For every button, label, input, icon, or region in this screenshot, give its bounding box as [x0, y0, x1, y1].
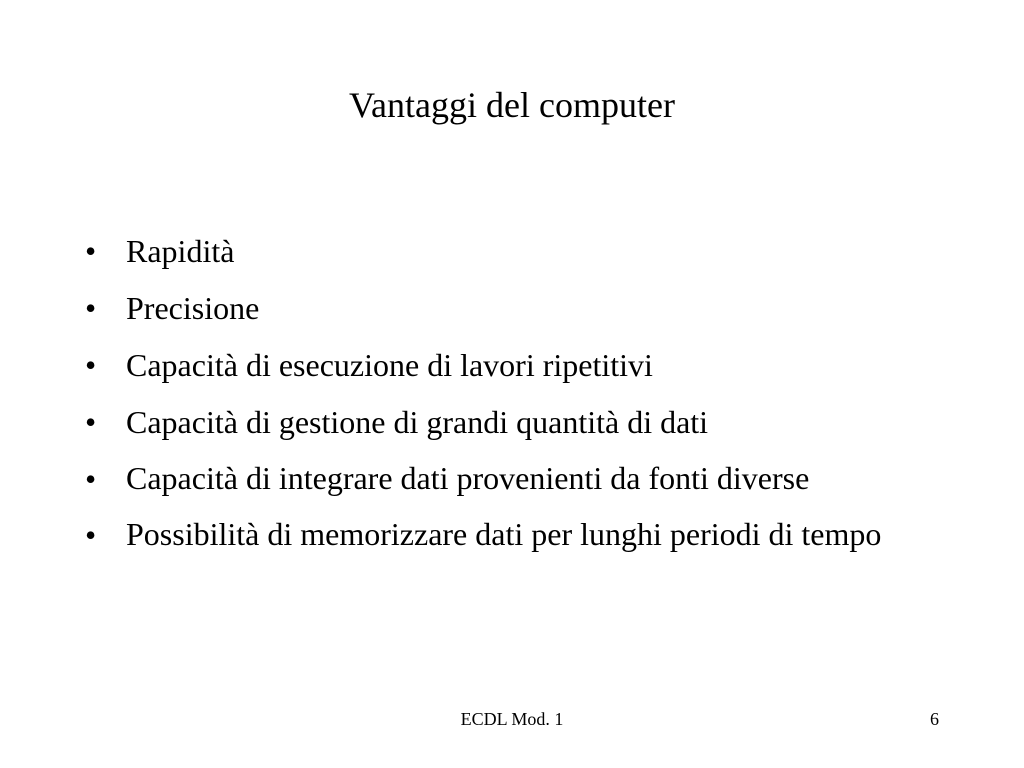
bullet-text: Rapidità	[126, 233, 235, 269]
bullet-item	[85, 516, 945, 553]
bullet-item	[85, 346, 945, 384]
bullet-icon: •	[85, 404, 97, 440]
bullet-icon: •	[85, 461, 97, 497]
bullet-item	[85, 289, 945, 327]
bullet-text: Capacità di integrare dati provenienti da fonti diverse	[126, 460, 810, 496]
bullet-list	[85, 232, 945, 572]
bullet-icon: •	[85, 290, 97, 326]
bullet-item	[85, 403, 945, 441]
bullet-icon: •	[85, 347, 97, 383]
footer-text: ECDL Mod. 1	[460, 709, 564, 729]
page-number: 6	[930, 709, 939, 729]
bullet-text: Precisione	[126, 290, 260, 326]
bullet-icon: •	[85, 233, 97, 269]
bullet-icon: •	[85, 517, 97, 553]
bullet-text: Possibilità di memorizzare dati per lunghi periodi di tempo	[126, 516, 882, 552]
bullet-item	[85, 232, 945, 270]
bullet-text: Capacità di esecuzione di lavori ripetitivi	[126, 347, 653, 383]
slide-title: Vantaggi del computer	[349, 85, 675, 125]
bullet-text: Capacità di gestione di grandi quantità di dati	[126, 404, 709, 440]
bullet-item	[85, 460, 945, 497]
